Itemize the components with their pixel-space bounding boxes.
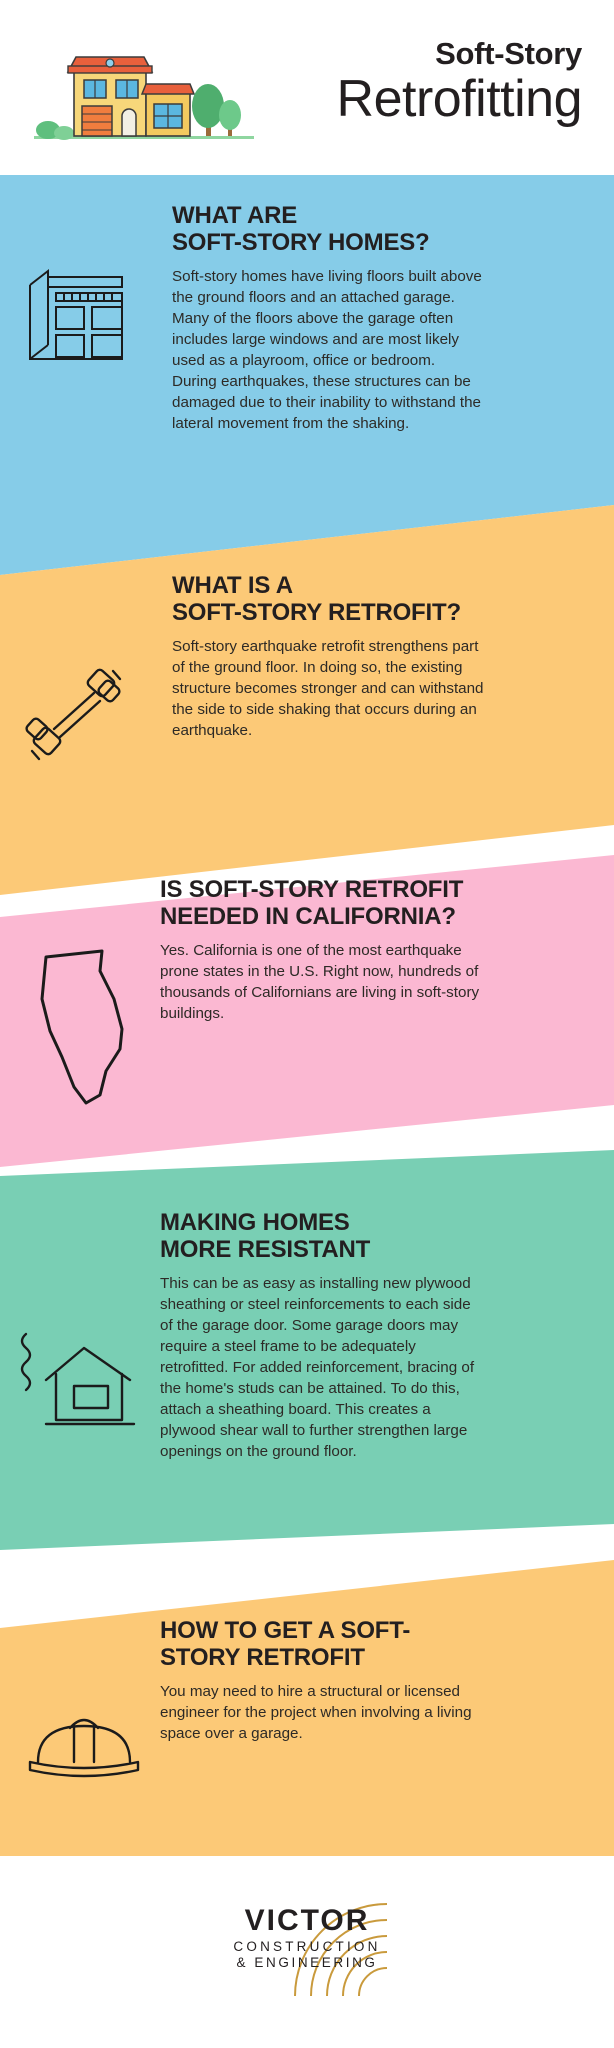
logo-subtitle-1: CONSTRUCTION <box>233 1939 381 1954</box>
section-title <box>160 1618 600 1672</box>
section-body: This can be as easy as installing new plywood sheathing or steel reinforcements to each side of the garage door. Some garage doors may require a steel frame to be adequately retrofitted. For added reinforcement, bracing of the home's studs can be attained. To do this, attach a sheathing board. This creates a plywood shear wall to further strengthen large openings on the ground floor. <box>160 1275 475 1460</box>
section-title <box>172 203 592 257</box>
section-title <box>160 1210 600 1264</box>
house-shaking-icon <box>18 1328 148 1443</box>
dumbbell-icon <box>16 655 136 780</box>
apartment-building-icon <box>22 247 132 372</box>
section-title-line-1: WHAT IS A <box>172 572 293 599</box>
company-logo <box>177 1904 437 1970</box>
section-title <box>160 877 600 931</box>
section-title-line-2: SOFT-STORY HOMES? <box>172 228 430 256</box>
section-title-line-2: MORE RESISTANT <box>160 1235 371 1263</box>
logo-company-name: VICTOR <box>244 1904 370 1937</box>
california-map-icon <box>28 945 138 1120</box>
title-line-2: Retrofitting <box>336 70 582 128</box>
section-title <box>172 573 592 627</box>
section-title-line-1: WHAT ARE <box>172 202 298 229</box>
section-title-line-1: HOW TO GET A SOFT- <box>160 1617 411 1644</box>
section-title-line-2: NEEDED IN CALIFORNIA? <box>160 902 456 930</box>
section-title-line-1: MAKING HOMES <box>160 1209 350 1236</box>
footer <box>0 1880 614 2048</box>
page-title <box>336 36 582 128</box>
house-with-garage-illustration <box>34 30 254 145</box>
section-title-line-2: SOFT-STORY RETROFIT? <box>172 598 461 626</box>
logo-subtitle-2: & ENGINEERING <box>236 1955 378 1970</box>
title-line-1: Soft-Story <box>435 36 582 71</box>
section-body: Yes. California is one of the most earthquake prone states in the U.S. Right now, hundreds of thousands of Californians are living in soft-story buildings. <box>160 942 480 1022</box>
section-body: Soft-story earthquake retrofit strengthens part of the ground floor. In doing so, the existing structure becomes stronger and can withstand the side to side shaking that occurs during an earthquake. <box>172 638 484 739</box>
hard-hat-icon <box>24 1700 144 1795</box>
section-how-to-get-a-soft-story-retrofit <box>0 1550 614 1890</box>
section-title-line-2: STORY RETROFIT <box>160 1643 365 1671</box>
section-making-homes-more-resistant <box>0 1150 614 1570</box>
header <box>0 0 614 175</box>
section-title-line-1: IS SOFT-STORY RETROFIT <box>160 876 464 903</box>
section-is-soft-story-retrofit-needed-in-california <box>0 855 614 1185</box>
section-body: Soft-story homes have living floors built above the ground floors and an attached garage. Many of the floors above the garage often includes large windows and are most likely used as a playroom, office or bedroom. During earthquakes, these structures can be damaged due to their inability to withstand the lateral movement from the shaking. <box>172 268 482 432</box>
section-body: You may need to hire a structural or licensed engineer for the project when involving a living space over a garage. <box>160 1683 472 1742</box>
